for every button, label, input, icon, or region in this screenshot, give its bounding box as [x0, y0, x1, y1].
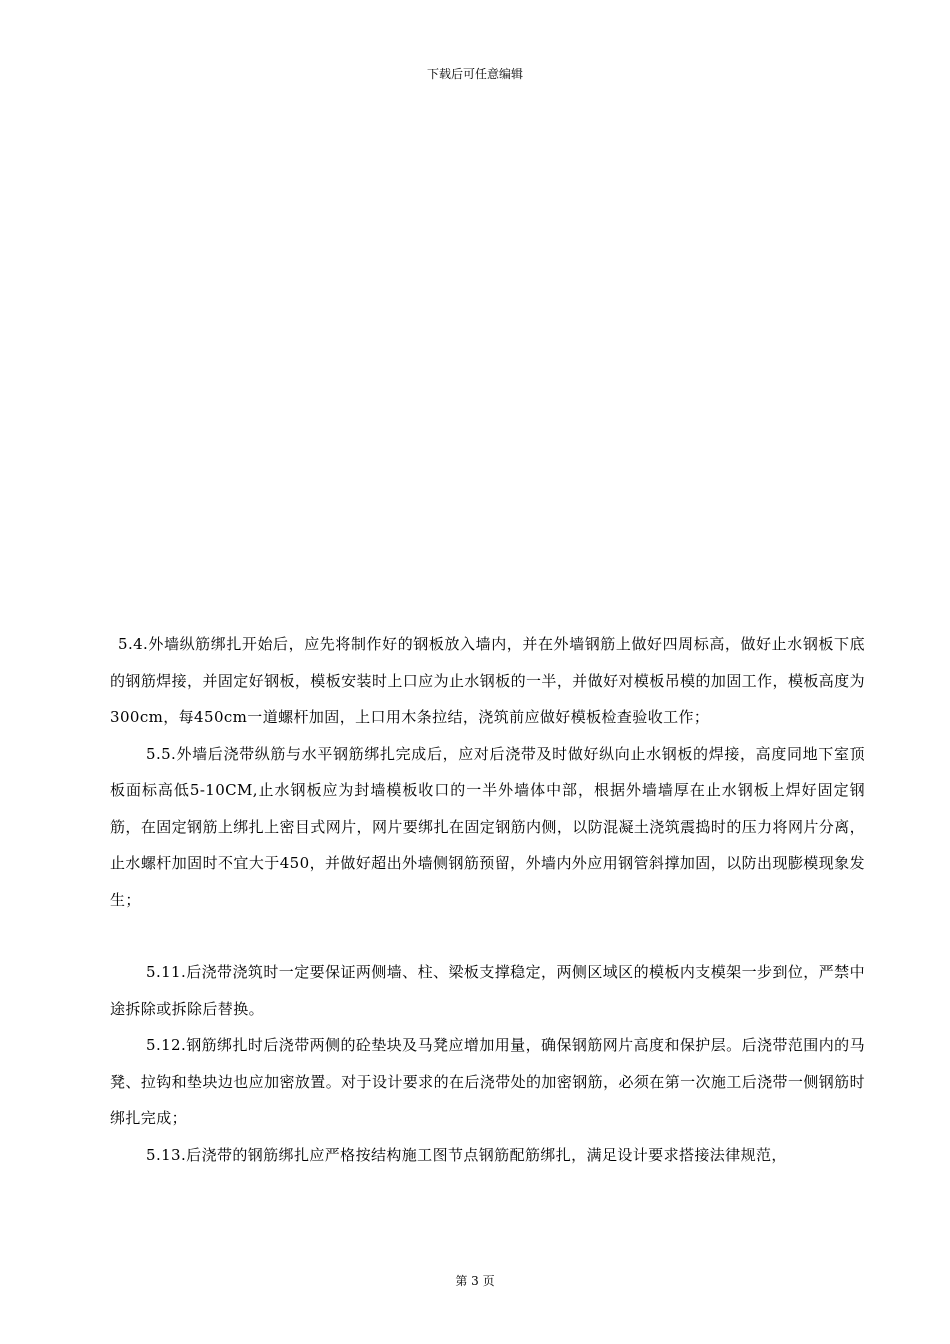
paragraph-5-11: 5.11.后浇带浇筑时一定要保证两侧墙、柱、梁板支撑稳定，两侧区域区的模板内支模架一步到位，严禁中途拆除或拆除后替换。 — [110, 963, 865, 1018]
paragraph-spacer — [110, 918, 865, 954]
page-header: 下载后可任意编辑 — [426, 67, 523, 81]
paragraph-5-12: 5.12.钢筋绑扎时后浇带两侧的砼垫块及马凳应增加用量，确保钢筋网片高度和保护层。后浇带范围内的马凳、拉钩和垫块边也应加密放置。对于设计要求的在后浇带处的加密钢筋，必须在第一次施工后浇带一侧钢筋时绑扎完成； — [110, 1036, 865, 1127]
paragraph-5-13: 5.13.后浇带的钢筋绑扎应严格按结构施工图节点钢筋配筋绑扎，满足设计要求搭接法律规范， — [146, 1145, 787, 1164]
paragraph-5-5: 5.5.外墙后浇带纵筋与水平钢筋绑扎完成后，应对后浇带及时做好纵向止水钢板的焊接，高度同地下室顶板面标高低5-10CM,止水钢板应为封墙模板收口的一半外墙体中部，根据外墙墙厚在止水钢板上焊好固定钢筋，在固定钢筋上绑扎上密目式网片，网片要绑扎在固定钢筋内侧，以防混凝土浇筑震捣时的压力将网片分离，止水螺杆加固时不宜大于450，并做好超出外墙侧钢筋预留，外墙内外应用钢管斜撑加固，以防出现膨模现象发生； — [110, 744, 865, 909]
paragraph-5-4: 5.4.外墙纵筋绑扎开始后，应先将制作好的钢板放入墙内，并在外墙钢筋上做好四周标高，做好止水钢板下底的钢筋焊接，并固定好钢板，模板安装时上口应为止水钢板的一半，并做好对模板吊模的加固工作，模板高度为300cm，每450cm一道螺杆加固，上口用木条拉结，浇筑前应做好模板检查验收工作； — [110, 635, 865, 726]
page-number: 第 3 页 — [455, 1274, 495, 1288]
document-body — [110, 626, 865, 1173]
